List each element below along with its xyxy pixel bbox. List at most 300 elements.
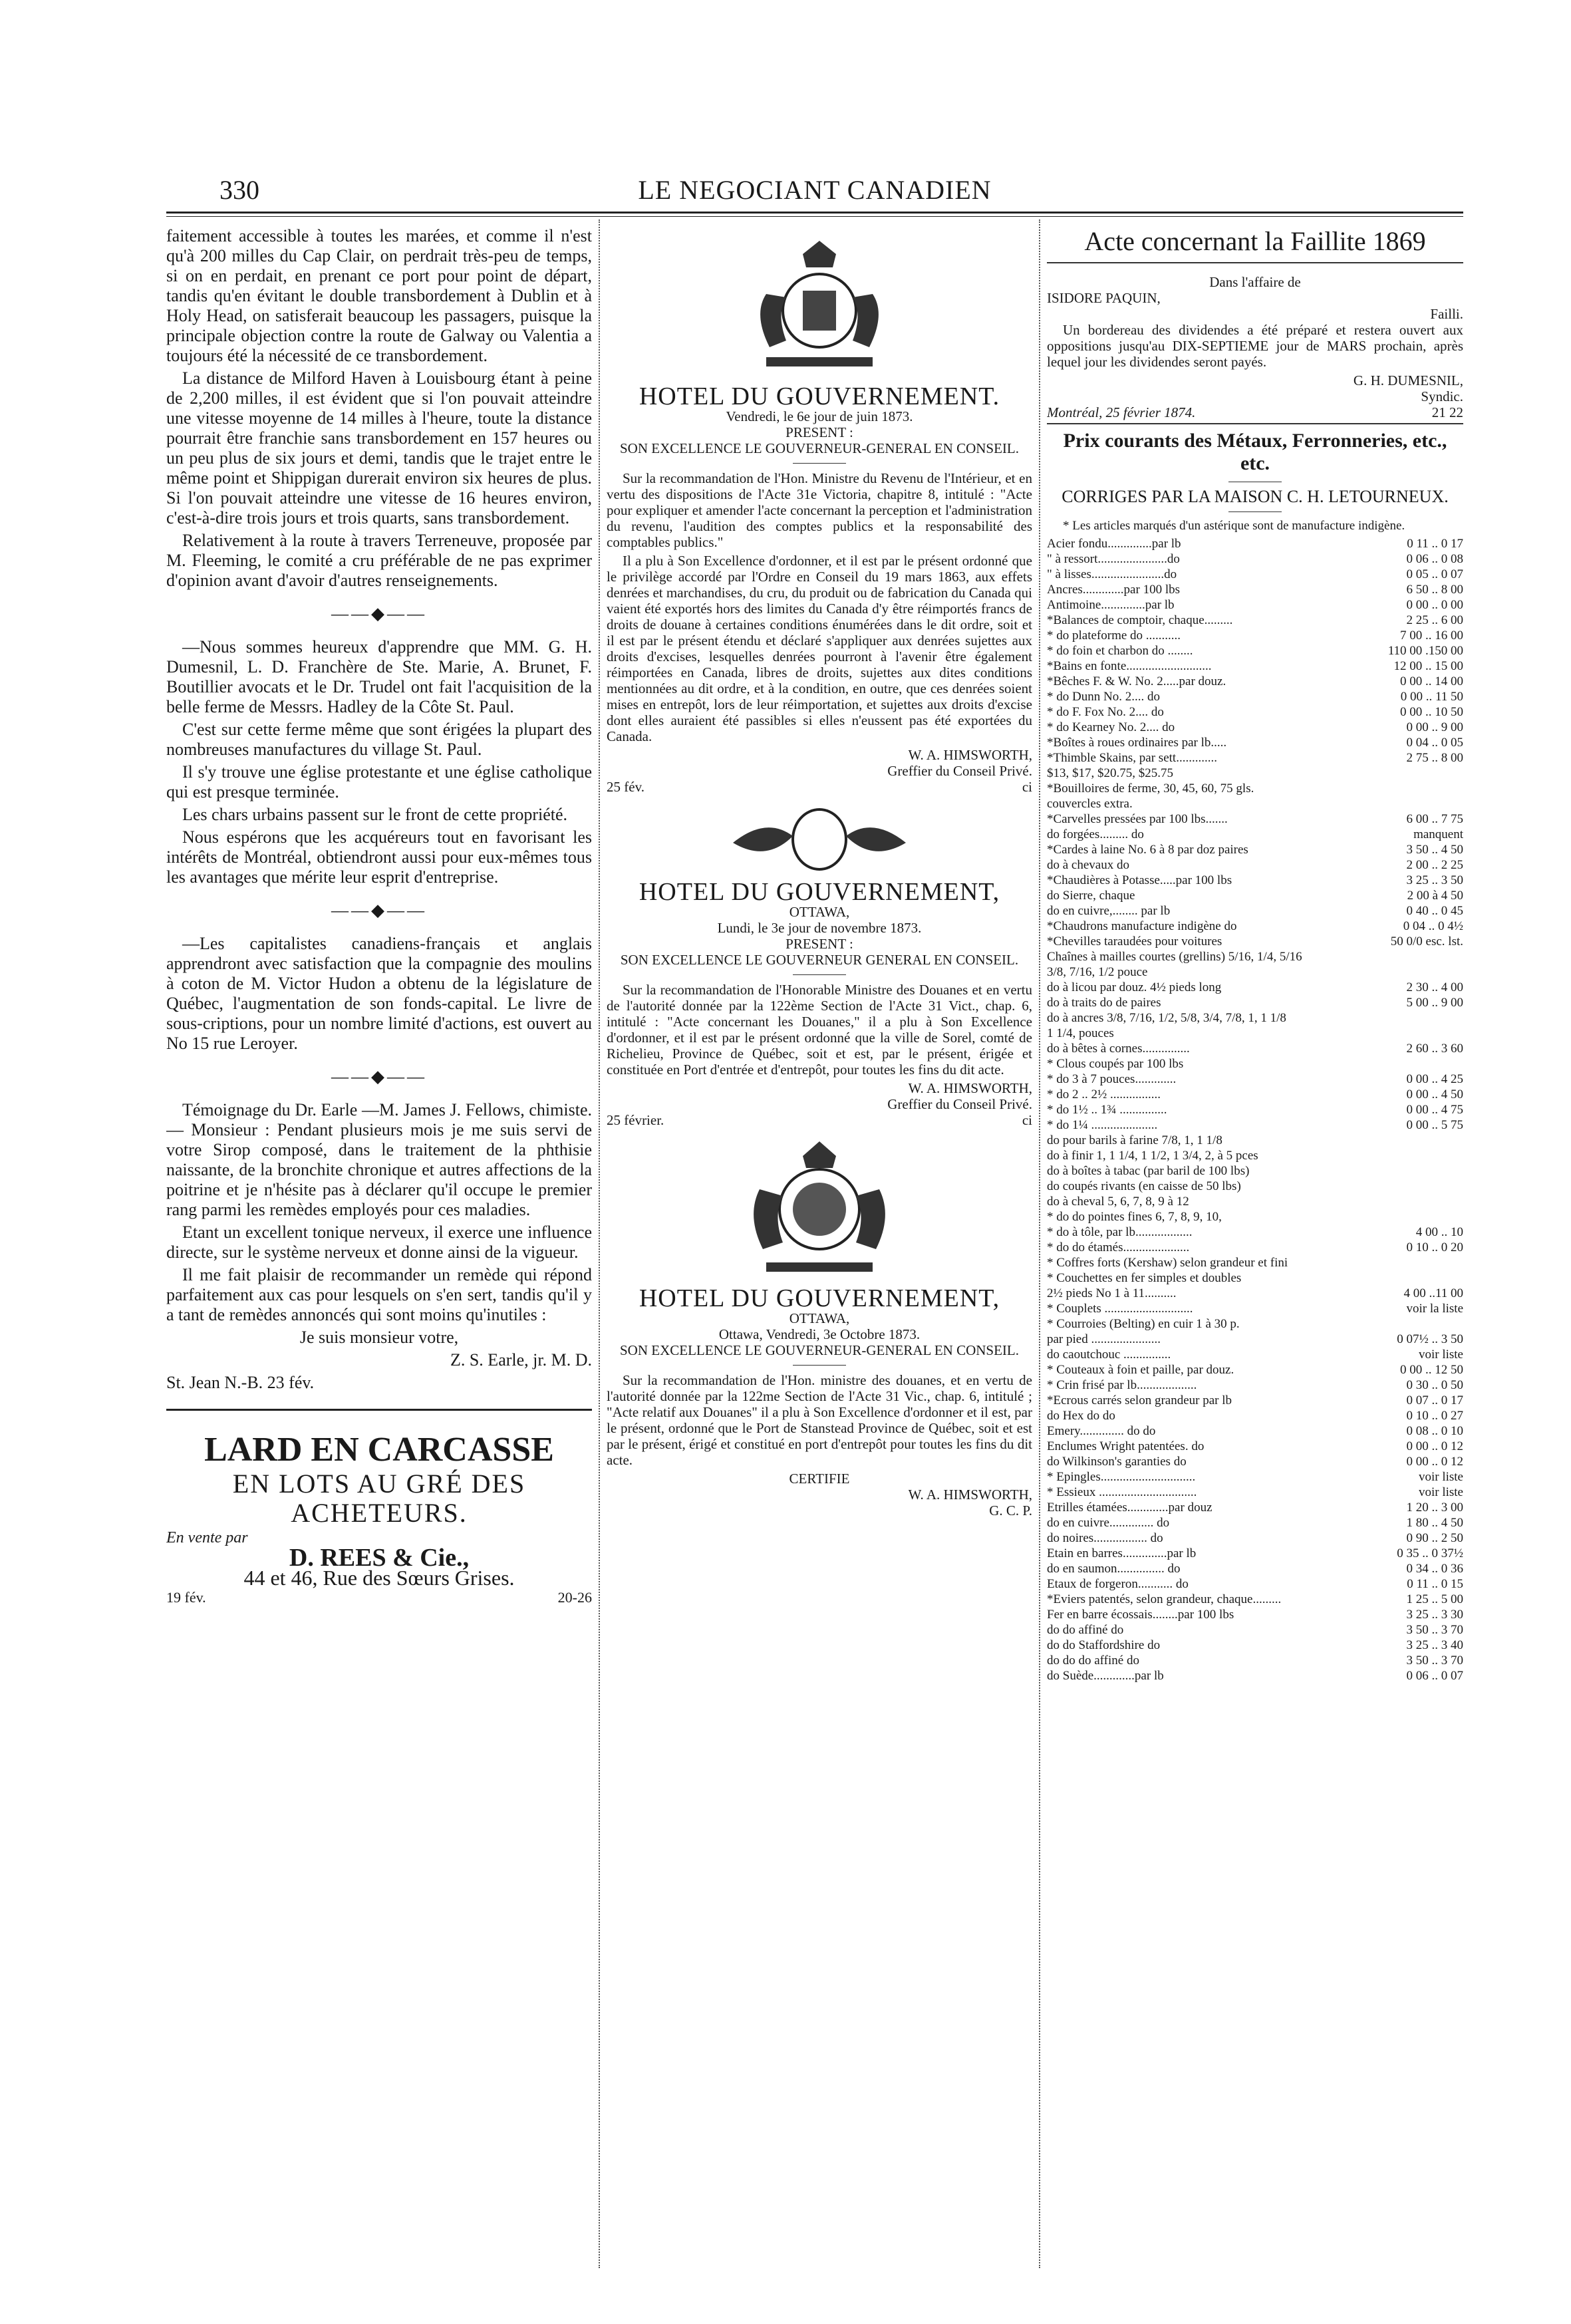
price-value — [1390, 1255, 1463, 1270]
price-row — [1047, 964, 1463, 980]
notice-footer-code: ci — [1022, 779, 1032, 795]
price-value: 6 00 .. 7 75 — [1406, 812, 1463, 826]
price-value: 2 30 .. 4 00 — [1406, 980, 1463, 994]
price-row — [1047, 1117, 1463, 1133]
ad-rule — [166, 1409, 592, 1411]
price-value — [1390, 1163, 1463, 1179]
price-item: * do 3 à 7 pouces............. — [1047, 1072, 1177, 1086]
notice-footer-code: ci — [1022, 1112, 1032, 1128]
price-value: 0 04 .. 0 05 — [1406, 736, 1463, 750]
price-value: 1 80 .. 4 50 — [1406, 1516, 1463, 1530]
price-item: 1 1/4, pouces — [1047, 1026, 1114, 1040]
price-row — [1047, 1561, 1463, 1576]
price-item: Chaînes à mailles courtes (grellins) 5/16, 1/4, 5/16 — [1047, 950, 1302, 964]
price-item: Antimoine..............par lb — [1047, 598, 1175, 612]
price-row — [1047, 1393, 1463, 1408]
price-value: 2 25 .. 6 00 — [1406, 613, 1463, 627]
price-row — [1047, 567, 1463, 582]
price-row — [1047, 1439, 1463, 1454]
price-item: do Hex do do — [1047, 1409, 1115, 1423]
prices-note: * Les articles marqués d'un astérique sont de manufacture indigène. — [1063, 519, 1405, 533]
price-row — [1047, 1592, 1463, 1607]
price-row — [1047, 796, 1463, 811]
price-row — [1047, 597, 1463, 613]
price-item: * Courroies (Belting) en cuir 1 à 30 p. — [1047, 1317, 1240, 1331]
price-value: 2 00 .. 2 25 — [1406, 858, 1463, 872]
price-row — [1047, 1347, 1463, 1362]
price-value — [1390, 1179, 1463, 1194]
price-row — [1047, 1010, 1463, 1026]
price-item: do Wilkinson's garanties do — [1047, 1455, 1187, 1469]
price-item: do do do affiné do — [1047, 1654, 1139, 1668]
prices-source: CORRIGES PAR LA MAISON C. H. LETOURNEUX. — [1062, 487, 1449, 506]
price-value: 0 07½ .. 3 50 — [1397, 1332, 1463, 1346]
price-value: 3 25 .. 3 40 — [1406, 1638, 1463, 1652]
price-row — [1047, 766, 1463, 781]
price-row — [1047, 704, 1463, 720]
price-item: do en cuivre,........ par lb — [1047, 904, 1171, 918]
price-value: 0 00 .. 12 50 — [1400, 1363, 1463, 1377]
page-number: 330 — [219, 175, 259, 205]
price-value: 2 60 .. 3 60 — [1406, 1042, 1463, 1056]
price-row — [1047, 689, 1463, 704]
price-value: 0 06 .. 0 08 — [1406, 552, 1463, 566]
price-row — [1047, 735, 1463, 750]
price-value: 0 00 .. 0 12 — [1406, 1439, 1463, 1453]
price-value — [1390, 1270, 1463, 1286]
price-value: 0 07 .. 0 17 — [1406, 1393, 1463, 1407]
price-value: 0 00 .. 0 12 — [1406, 1455, 1463, 1469]
price-row — [1047, 1270, 1463, 1286]
bankruptcy-syndic: G. H. DUMESNIL, — [1353, 372, 1463, 388]
price-item: Etaux de forgeron........... do — [1047, 1577, 1189, 1591]
price-item: Emery.............. do do — [1047, 1424, 1156, 1438]
price-item: do à finir 1, 1 1/4, 1 1/2, 1 3/4, 2, à 5 pces — [1047, 1149, 1258, 1163]
price-row — [1047, 1530, 1463, 1546]
price-value: manquent — [1413, 827, 1463, 841]
price-row — [1047, 1515, 1463, 1530]
ad-code: 20-26 — [557, 1589, 592, 1606]
price-item: do do affiné do — [1047, 1623, 1124, 1637]
price-item: do pour barils à farine 7/8, 1, 1 1/8 — [1047, 1133, 1222, 1147]
ad-address: 44 et 46, Rue des Sœurs Grises. — [243, 1566, 515, 1590]
notice-body: Sur la recommandation de l'Honorable Ministre des Douanes et en vertu de l'autorité donnée par la 122ème Section de l'Acte 31 Vict., chap. 6, intitulé : "Acte concernant les Douanes," il a plu à Son Excellence d'ordonner, et il est par le présent ordonné que la ville de Sorel, comté de Richelieu, Province de Québec, soit et est, par le présent, érigée et constituée en Port d'entrée et d'entrepôt, pour toutes les fins du dit acte. — [607, 982, 1032, 1078]
price-item: * do 1¼ ..................... — [1047, 1118, 1158, 1132]
article-paragraph: —Nous sommes heureux d'apprendre que MM. G. H. Dumesnil, L. D. Franchère de Ste. Marie, A. Brunet, F. Boutillier avocats et le Dr. Trudel ont fait l'acquisition de la belle ferme de Messrs. Hadley de la Côte St. Paul. — [166, 637, 592, 716]
price-value: 0 40 .. 0 45 — [1406, 904, 1463, 918]
price-row — [1047, 1378, 1463, 1393]
price-row — [1047, 1255, 1463, 1270]
royal-arms-icon — [726, 803, 913, 876]
price-row — [1047, 1179, 1463, 1194]
letter-closing: Je suis monsieur votre, — [299, 1328, 459, 1347]
notice-signature: W. A. HIMSWORTH, — [908, 1487, 1032, 1503]
price-row — [1047, 582, 1463, 597]
price-item: do à traits do de paires — [1047, 996, 1161, 1010]
price-value: 12 00 .. 15 00 — [1393, 659, 1463, 673]
price-row — [1047, 1622, 1463, 1638]
letter-place: St. Jean N.-B. 23 fév. — [166, 1373, 315, 1392]
price-row — [1047, 980, 1463, 995]
article-paragraph: C'est sur cette ferme même que sont érigées la plupart des nombreuses manufactures du village St. Paul. — [166, 720, 592, 759]
price-value: 0 00 .. 9 00 — [1406, 720, 1463, 734]
notice-certifie: CERTIFIE — [789, 1471, 850, 1487]
price-item: * do do pointes fines 6, 7, 8, 9, 10, — [1047, 1210, 1222, 1224]
price-row — [1047, 1148, 1463, 1163]
price-value: 0 35 .. 0 37½ — [1397, 1546, 1463, 1560]
price-value — [1390, 1316, 1463, 1332]
price-item: do do Staffordshire do — [1047, 1638, 1161, 1652]
price-value — [1390, 1194, 1463, 1209]
price-row — [1047, 1423, 1463, 1439]
prices-title: Prix courants des Métaux, Ferronneries, etc., etc. — [1063, 430, 1447, 474]
price-row — [1047, 1469, 1463, 1485]
price-item: *Bêches F. & W. No. 2.....par douz. — [1047, 674, 1226, 688]
price-value: 2 00 à 4 50 — [1407, 889, 1463, 903]
bankruptcy-place: Montréal, 25 février 1874. — [1047, 404, 1196, 420]
price-row — [1047, 1653, 1463, 1668]
price-item: Ancres.............par 100 lbs — [1047, 583, 1180, 597]
header-rule — [166, 212, 1463, 214]
price-item: * do foin et charbon do ........ — [1047, 644, 1193, 658]
separator-ornament: ——◆—— — [331, 604, 427, 623]
price-row — [1047, 536, 1463, 551]
notice-present: PRESENT : — [786, 936, 853, 952]
article-paragraph: Il s'y trouve une église protestante et une église catholique qui est presque terminée. — [166, 762, 592, 801]
price-item: * Couchettes en fer simples et doubles — [1047, 1271, 1242, 1285]
price-row — [1047, 934, 1463, 949]
price-value: 6 50 .. 8 00 — [1406, 583, 1463, 597]
price-row — [1047, 1408, 1463, 1423]
price-item: *Boîtes à roues ordinaires par lb..... — [1047, 736, 1227, 750]
price-row — [1047, 1026, 1463, 1041]
price-item: Acier fondu..............par lb — [1047, 537, 1181, 551]
header-rule-thin — [166, 216, 1463, 217]
price-item: * do F. Fox No. 2.... do — [1047, 705, 1164, 719]
article-paragraph: Etant un excellent tonique nerveux, il exerce une influence directe, sur le système nerveux et donne ainsi de la vigueur. — [166, 1223, 592, 1262]
price-row — [1047, 857, 1463, 873]
article-paragraph: Les chars urbains passent sur le front de cette propriété. — [182, 805, 568, 824]
price-item: do à licou par douz. 4½ pieds long — [1047, 980, 1222, 994]
price-item: par pied ...................... — [1047, 1332, 1161, 1346]
price-row — [1047, 919, 1463, 934]
price-item: do Suède.............par lb — [1047, 1669, 1164, 1683]
notice-date: Lundi, le 3e jour de novembre 1873. — [717, 920, 922, 936]
price-value: 3 25 .. 3 50 — [1406, 873, 1463, 887]
price-row — [1047, 720, 1463, 735]
price-item: * Clous coupés par 100 lbs — [1047, 1057, 1184, 1071]
separator-ornament: ——◆—— — [331, 901, 427, 920]
price-value: 0 04 .. 0 4½ — [1403, 919, 1463, 933]
price-value: voir liste — [1418, 1348, 1463, 1362]
bankruptcy-body: Un bordereau des dividendes a été préparé et restera ouvert aux oppositions jusqu'au DIX-SEPTIEME jour de MARS prochain, après lequel jour les dividendes seront payés. — [1047, 322, 1463, 370]
price-item: * Couteaux à foin et paille, par douz. — [1047, 1363, 1234, 1377]
price-row — [1047, 1056, 1463, 1072]
price-item: * do Kearney No. 2.... do — [1047, 720, 1175, 734]
price-item: *Thimble Skains, par sett............. — [1047, 751, 1217, 765]
price-item: do caoutchouc ............... — [1047, 1348, 1171, 1362]
price-value: 0 34 .. 0 36 — [1406, 1562, 1463, 1576]
column-2 — [607, 226, 1032, 2275]
notice-title: HOTEL DU GOUVERNEMENT, — [639, 1284, 1000, 1312]
price-item: " à ressort......................do — [1047, 552, 1180, 566]
bankruptcy-syndic-title: Syndic. — [1421, 388, 1463, 404]
article-paragraph: Nous espérons que les acquéreurs tout en favorisant les intérêts de Montréal, obtiendront aussi pour eux-mêmes tous les avantages que mérite leur esprit d'entreprise. — [166, 827, 592, 887]
price-row — [1047, 1454, 1463, 1469]
price-item: *Chaudrons manufacture indigène do — [1047, 919, 1237, 933]
ad-title: LARD EN CARCASSE — [204, 1431, 554, 1469]
price-row — [1047, 1500, 1463, 1515]
price-row — [1047, 1163, 1463, 1179]
price-item: * Epingles.............................. — [1047, 1470, 1196, 1484]
price-row — [1047, 613, 1463, 628]
price-item: *Carvelles pressées par 100 lbs....... — [1047, 812, 1228, 826]
price-value: 3 50 .. 3 70 — [1406, 1654, 1463, 1668]
price-value — [1390, 1010, 1463, 1026]
price-row — [1047, 1102, 1463, 1117]
price-item: do à chevaux do — [1047, 858, 1129, 872]
column-1 — [166, 226, 592, 2275]
price-row — [1047, 1546, 1463, 1561]
price-value: 1 20 .. 3 00 — [1406, 1501, 1463, 1515]
price-value — [1390, 1133, 1463, 1148]
notice-signature: W. A. HIMSWORTH, — [908, 1080, 1032, 1096]
article-paragraph: faitement accessible à toutes les marées, et comme il n'est qu'à 200 milles du Cap Clair, on perdrait très-peu de temps, si on en perdait, en prenant ce port pour point de départ, tandis qu'en évitant le double transbordement à Dublin et à Holy Head, on satisferait beaucoup les passagers, puisque la principale objection contre la route de Galway ou Valentia a toujours été la nécessité de ce transbordement. — [166, 226, 592, 365]
price-item: do forgées......... do — [1047, 827, 1144, 841]
price-value: 0 00 .. 4 75 — [1406, 1103, 1463, 1117]
price-value: 0 05 .. 0 07 — [1406, 567, 1463, 581]
price-item: * do plateforme do ........... — [1047, 629, 1181, 643]
price-value: 50 0/0 esc. lst. — [1390, 935, 1463, 948]
price-item: couvercles extra. — [1047, 797, 1133, 811]
letter-signature: Z. S. Earle, jr. M. D. — [450, 1350, 592, 1370]
article-paragraph: La distance de Milford Haven à Louisbourg étant à peine de 2,200 milles, il est évident que si l'on pouvait atteindre une vitesse moyenne de 14 milles à l'heure, toute la distance pourrait être franchie sans transbordement en 157 heures ou un peu plus de six jours et demi, tandis que le trajet entre le même point et Shippigan durerait environ six heures de plus. Si l'on pouvait atteindre une vitesse de 16 heures environ, c'est-à-dire trois jours et trois quarts, sans transbordement. — [166, 368, 592, 527]
price-value — [1390, 949, 1463, 964]
price-item: Etain en barres..............par lb — [1047, 1546, 1197, 1560]
price-value: voir liste — [1418, 1485, 1463, 1499]
price-item: *Bouilloires de ferme, 30, 45, 60, 75 gls. — [1047, 782, 1254, 796]
price-item: Etrilles étamées.............par douz — [1047, 1501, 1213, 1515]
price-item: $13, $17, $20.75, $25.75 — [1047, 766, 1173, 780]
price-value: 0 00 .. 10 50 — [1400, 705, 1463, 719]
article-paragraph: —Les capitalistes canadiens-français et anglais apprendront avec satisfaction que la compagnie des moulins à coton de M. Victor Hudon a obtenu de la législature de Québec, l'augmentation de son fonds-capital. Le livre de sous-criptions, pour un nombre limité d'actions, est ouvert au No 15 rue Leroyer. — [166, 934, 592, 1053]
price-value — [1390, 1148, 1463, 1163]
price-row — [1047, 873, 1463, 888]
price-item: Fer en barre écossais........par 100 lbs — [1047, 1608, 1234, 1622]
price-value: 0 11 .. 0 15 — [1407, 1577, 1463, 1591]
price-value: 0 90 .. 2 50 — [1406, 1531, 1463, 1545]
price-item: Enclumes Wright patentées. do — [1047, 1439, 1205, 1453]
price-item: * do 1½ .. 1¾ ............... — [1047, 1103, 1167, 1117]
price-value: 0 11 .. 0 17 — [1407, 537, 1463, 551]
price-item: do noires................. do — [1047, 1531, 1163, 1545]
price-value — [1390, 1209, 1463, 1225]
price-row — [1047, 888, 1463, 903]
notice-title: HOTEL DU GOUVERNEMENT. — [639, 382, 1000, 410]
price-row — [1047, 1485, 1463, 1500]
price-row — [1047, 1638, 1463, 1653]
price-row — [1047, 1225, 1463, 1240]
notice-body: Sur la recommandation de l'Hon. ministre des douanes, et en vertu de l'autorité donnée par la 122me Section de l'Acte 31 Vic., chap. 6, intitulé ; "Acte relatif aux Douanes" il a plu à Son Excellence d'ordonner et il est, par le présent, ordonné que le Port de Stanstead Province de Québec, soit et est par le présent, érigé et constitué en port d'entrepôt pour toutes les fins du dit acte. — [607, 1372, 1032, 1468]
short-rule — [793, 463, 846, 464]
price-row — [1047, 781, 1463, 796]
price-row — [1047, 1072, 1463, 1087]
price-item: do à boîtes à tabac (par baril de 100 lbs) — [1047, 1164, 1250, 1178]
bankruptcy-name: ISIDORE PAQUIN, — [1047, 290, 1161, 306]
bankruptcy-code: 21 22 — [1431, 404, 1463, 420]
price-row — [1047, 903, 1463, 919]
price-row — [1047, 1576, 1463, 1592]
notice-signature-title: Greffier du Conseil Privé. — [887, 763, 1032, 779]
ad-date: 19 fév. — [166, 1589, 206, 1606]
royal-arms-icon — [733, 1136, 906, 1282]
price-row — [1047, 1607, 1463, 1622]
notice-title: HOTEL DU GOUVERNEMENT, — [639, 878, 1000, 906]
price-item: *Chevilles taraudées pour voitures — [1047, 935, 1222, 948]
notice-footer-date: 25 fév. — [607, 779, 644, 795]
price-item: do à ancres 3/8, 7/16, 1/2, 5/8, 3/4, 7/8, 1, 1 1/8 — [1047, 1011, 1286, 1025]
notice-signature-title: Greffier du Conseil Privé. — [887, 1096, 1032, 1112]
price-value: voir la liste — [1406, 1302, 1463, 1316]
price-row — [1047, 551, 1463, 567]
short-rule — [793, 1365, 846, 1366]
notice-date: Ottawa, Vendredi, 3e Octobre 1873. — [718, 1326, 921, 1342]
journal-title: LE NEGOCIANT CANADIEN — [638, 175, 992, 205]
price-item: * Essieux ............................... — [1047, 1485, 1197, 1499]
price-row — [1047, 842, 1463, 857]
price-row — [1047, 674, 1463, 689]
price-item: * Crin frisé par lb................... — [1047, 1378, 1197, 1392]
price-item: do Sierre, chaque — [1047, 889, 1135, 903]
price-value: 0 00 .. 5 75 — [1406, 1118, 1463, 1132]
price-row — [1047, 1194, 1463, 1209]
price-row — [1047, 1332, 1463, 1347]
price-item: *Ecrous carrés selon grandeur par lb — [1047, 1393, 1232, 1407]
price-item: do coupés rivants (en caisse de 50 lbs) — [1047, 1179, 1241, 1193]
price-row — [1047, 949, 1463, 964]
price-value: 7 00 .. 16 00 — [1400, 629, 1463, 643]
price-row — [1047, 995, 1463, 1010]
notice-signature-title: G. C. P. — [989, 1503, 1032, 1519]
price-row — [1047, 827, 1463, 842]
price-value: 3 50 .. 3 70 — [1406, 1623, 1463, 1637]
notice-body: Sur la recommandation de l'Hon. Ministre du Revenu de l'Intérieur, et en vertu des dispositions de l'Acte 31e Victoria, chapitre 8, intitulé : "Acte pour expliquer et amender l'acte concernant la perception et l'administration du revenu, l'audition des comptes publics et la responsabilité des comptables publics." — [607, 470, 1032, 550]
notice-authority: SON EXCELLENCE LE GOUVERNEUR-GENERAL EN CONSEIL. — [620, 440, 1019, 456]
price-value: 3 50 .. 4 50 — [1406, 843, 1463, 857]
notice-city: OTTAWA, — [789, 904, 850, 920]
notice-date: Vendredi, le 6e jour de juin 1873. — [726, 408, 913, 424]
price-value: 0 08 .. 0 10 — [1406, 1424, 1463, 1438]
price-item: * do à tôle, par lb.................. — [1047, 1225, 1193, 1239]
price-value: 0 06 .. 0 07 — [1406, 1669, 1463, 1683]
notice-authority: SON EXCELLENCE LE GOUVERNEUR GENERAL EN CONSEIL. — [620, 952, 1019, 968]
price-row — [1047, 1301, 1463, 1316]
price-row — [1047, 1240, 1463, 1255]
price-item: *Balances de comptoir, chaque......... — [1047, 613, 1233, 627]
column-3 — [1047, 226, 1463, 2275]
price-item: * do Dunn No. 2.... do — [1047, 690, 1160, 704]
price-item: *Bains en fonte........................... — [1047, 659, 1212, 673]
price-value — [1390, 796, 1463, 811]
price-item: * Coffres forts (Kershaw) selon grandeur et fini — [1047, 1256, 1288, 1270]
price-value: voir liste — [1418, 1470, 1463, 1484]
price-row — [1047, 1041, 1463, 1056]
price-row — [1047, 1668, 1463, 1683]
price-value: 0 10 .. 0 27 — [1406, 1409, 1463, 1423]
column-divider-1 — [599, 219, 600, 2268]
price-value: 0 00 .. 14 00 — [1400, 674, 1463, 688]
price-row — [1047, 658, 1463, 674]
short-rule — [793, 974, 846, 975]
price-item: *Cardes à laine No. 6 à 8 par doz paires — [1047, 843, 1248, 857]
price-value — [1390, 1056, 1463, 1072]
price-row — [1047, 628, 1463, 643]
notice-signature: W. A. HIMSWORTH, — [908, 747, 1032, 763]
price-item: 2½ pieds No 1 à 11.......... — [1047, 1286, 1177, 1300]
notice-present: PRESENT : — [786, 424, 853, 440]
article-paragraph: Relativement à la route à travers Terreneuve, proposée par M. Fleeming, le comité a cru préférable de ne pas exprimer d'opinion avant d'avoir d'autres renseignements. — [166, 531, 592, 590]
notice-body: Il a plu à Son Excellence d'ordonner, et il est par le présent ordonné que le privilège accordé par l'Ordre en Conseil du 19 mars 1863, aux effets denrées et marchandises, du cru, du produit ou de fabrication du Canada qui vaient été exportés hors des limites du Canada d'y être réimportés francs de droits de douane à certaines conditions énumérées dans le dit ordre, soit et il est par le présent étendu et déclaré s'appliquer aux denrées sujettes aux droits d'excises, lesquelles denrées pourront à l'avenir être également réimportées en Canada, libres de droits, sujettes aux dites conditions mentionnées au dit ordre, et à la condition, en outre, que ces denrées soient mises en entrepôt, lors de leur réimportation, et sujettes aux droits d'excise dont elles auraient été passibles si elles n'eussent pas été exportées du Canada. — [607, 553, 1032, 744]
price-value: 3 25 .. 3 30 — [1406, 1608, 1463, 1622]
price-value: 0 00 .. 0 00 — [1406, 598, 1463, 612]
article-paragraph: Témoignage du Dr. Earle —M. James J. Fellows, chimiste.— Monsieur : Pendant plusieurs mois je me suis servi de votre Sirop composé, dans le traitement de la phthisie naissante, de la bronchite chronique et autres affections de la poitrine et je n'hésite pas à déclarer qu'il occupe le premier rang parmi les remèdes employés pour ces maladies. — [166, 1100, 592, 1219]
article-paragraph: Il me fait plaisir de recommander un remède qui répond parfaitement aux cas pour lesquels on s'en sert, tandis qu'il y a tant de remèdes annoncés qui sont moins qu'inutiles : — [166, 1265, 592, 1324]
price-value — [1390, 781, 1463, 796]
notice-authority: SON EXCELLENCE LE GOUVERNEUR-GENERAL EN CONSEIL. — [620, 1342, 1019, 1358]
price-value: 0 00 .. 11 50 — [1400, 690, 1463, 704]
price-item: * Couplets ............................ — [1047, 1302, 1193, 1316]
notice-city: OTTAWA, — [789, 1310, 850, 1326]
price-row — [1047, 1286, 1463, 1301]
price-list — [1047, 536, 1463, 1683]
price-row — [1047, 1133, 1463, 1148]
notice-footer-date: 25 février. — [607, 1112, 664, 1128]
price-row — [1047, 1362, 1463, 1378]
price-value: 0 00 .. 4 50 — [1406, 1088, 1463, 1101]
price-row — [1047, 643, 1463, 658]
price-value: 5 00 .. 9 00 — [1406, 996, 1463, 1010]
price-value: 0 30 .. 0 50 — [1406, 1378, 1463, 1392]
ad-firm: D. REES & Cie., — [289, 1544, 470, 1572]
price-item: * do do étamés..................... — [1047, 1240, 1190, 1254]
column-divider-2 — [1039, 219, 1040, 2268]
page-header — [166, 174, 1463, 208]
price-item: do en saumon............... do — [1047, 1562, 1181, 1576]
price-row — [1047, 1209, 1463, 1225]
price-row — [1047, 1087, 1463, 1102]
short-rule — [1228, 511, 1282, 512]
price-item: * do 2 .. 2½ ................ — [1047, 1088, 1161, 1101]
price-value: 110 00 .150 00 — [1387, 644, 1463, 658]
price-value — [1390, 964, 1463, 980]
price-value: 4 00 .. 10 — [1415, 1225, 1463, 1239]
bankruptcy-title: Acte concernant la Faillite 1869 — [1047, 226, 1463, 263]
price-item: *Chaudières à Potasse.....par 100 lbs — [1047, 873, 1232, 887]
price-value: 0 10 .. 0 20 — [1406, 1240, 1463, 1254]
price-item: *Eviers patentés, selon grandeur, chaque......... — [1047, 1592, 1282, 1606]
price-value: 4 00 ..11 00 — [1403, 1286, 1463, 1300]
separator-ornament: ——◆—— — [331, 1067, 427, 1086]
price-item: 3/8, 7/16, 1/2 pouce — [1047, 965, 1148, 979]
price-item: do à cheval 5, 6, 7, 8, 9 à 12 — [1047, 1195, 1189, 1209]
price-row — [1047, 811, 1463, 827]
ad-subtitle: EN LOTS AU GRÉ DES ACHETEURS. — [232, 1469, 526, 1528]
bankruptcy-dans: Dans l'affaire de — [1209, 274, 1301, 290]
price-value — [1390, 766, 1463, 781]
price-item: do à bêtes à cornes............... — [1047, 1042, 1190, 1056]
royal-arms-icon — [740, 234, 899, 380]
bankruptcy-failli: Failli. — [1430, 306, 1463, 322]
